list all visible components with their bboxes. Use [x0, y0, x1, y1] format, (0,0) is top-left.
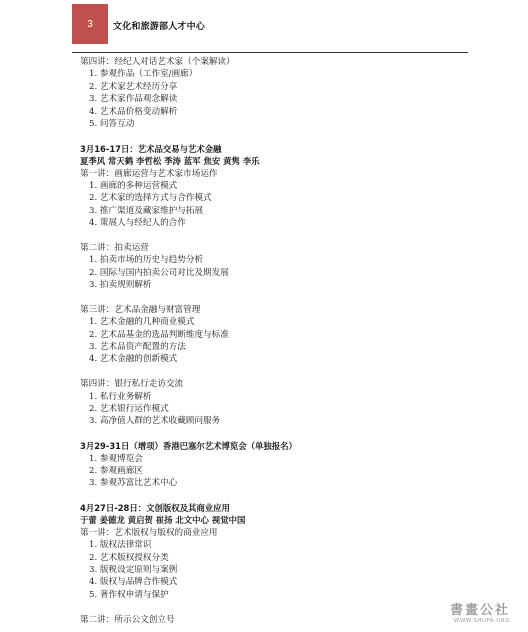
list-item: 3. 艺术品资产配置的方法 — [89, 341, 186, 352]
header-divider — [72, 52, 468, 53]
list-item: 2. 参观画廊区 — [89, 465, 143, 476]
spacer — [80, 291, 480, 303]
list-item: 3. 拍卖规则解析 — [89, 280, 152, 291]
list-item: 4. 策展人与经纪人的合作 — [89, 218, 186, 229]
document-body — [80, 56, 480, 626]
event-heading: 4月27日-28日：文创版权及其商业应用 — [80, 503, 230, 514]
spacer — [80, 130, 480, 142]
list-item: 4. 艺术品价格变动解析 — [89, 106, 178, 117]
list-item: 2. 艺术家艺术经历分享 — [89, 81, 178, 92]
event-heading: 3月29-31日（增项）香港巴塞尔艺术博览会（单独报名） — [80, 441, 297, 452]
lecture-title: 第四讲：经纪人对话艺术家（个案解读） — [80, 57, 235, 67]
list-item: 1. 艺术金融的几种商业模式 — [89, 317, 195, 328]
watermark-url: WWW.SHUFA.ORG — [453, 618, 510, 624]
speaker-list: 于蕾 姜德龙 黄启贺 崔扬 北文中心 视觉中国 — [80, 515, 246, 526]
list-item: 2. 艺术品基金的选品判断维度与标准 — [89, 329, 229, 340]
list-item: 2. 艺术版权授权分类 — [89, 552, 169, 563]
lecture-title: 第二讲：所示公文创立号 — [80, 614, 175, 625]
spacer — [80, 428, 480, 440]
watermark-logo — [450, 599, 510, 624]
list-item: 1. 参观作品（工作室/画廊） — [89, 69, 198, 80]
list-item: 1. 参观博览会 — [89, 453, 143, 464]
list-item: 1. 版权法律常识 — [89, 540, 152, 551]
list-item: 5. 问答互动 — [89, 118, 135, 129]
watermark-text: 書畫公社 — [449, 603, 510, 618]
lecture-title: 第二讲：拍卖运营 — [80, 242, 149, 253]
speaker-list: 夏季风 常天鹤 李哲松 季涛 蓝军 焦安 黄隽 李乐 — [80, 156, 260, 167]
list-item: 3. 推广渠道及藏家维护与拓展 — [89, 205, 204, 216]
lecture-title: 第四讲：银行私行走访交流 — [80, 379, 184, 390]
list-item: 4. 版权与品牌合作模式 — [89, 577, 178, 588]
header-title: 文化和旅游部人才中心 — [113, 22, 206, 32]
list-item: 2. 艺术家的选择方式与合作模式 — [89, 193, 212, 204]
spacer — [80, 601, 480, 613]
lecture-title: 第三讲：艺术品金融与财富管理 — [80, 304, 201, 315]
page-number-badge — [72, 4, 108, 44]
lecture-title: 第一讲：画廊运营与艺术家市场运作 — [80, 168, 218, 179]
list-item: 3. 艺术家作品观念解读 — [89, 94, 178, 105]
spacer — [80, 229, 480, 241]
list-item: 4. 艺术金融的创新模式 — [89, 354, 178, 365]
list-item: 2. 艺术银行运作模式 — [89, 403, 169, 414]
spacer — [80, 490, 480, 502]
list-item: 3. 版税设定原则与案例 — [89, 565, 178, 576]
lecture-title: 第一讲：艺术版权与版权的商业应用 — [80, 527, 218, 538]
list-item: 1. 私行业务解析 — [89, 391, 152, 402]
list-item: 2. 国际与国内拍卖公司对比及期发展 — [89, 267, 229, 278]
list-item: 3. 参观苏富比艺术中心 — [89, 478, 178, 489]
event-heading: 3月16-17日：艺术品交易与艺术金融 — [80, 143, 222, 154]
spacer — [80, 366, 480, 378]
page-number: 3 — [87, 18, 93, 30]
list-item: 1. 画廊的多种运营模式 — [89, 180, 178, 191]
list-item: 5. 著作权申请与保护 — [89, 589, 169, 600]
list-item: 1. 拍卖市场的历史与趋势分析 — [89, 255, 204, 266]
list-item: 3. 高净值人群的艺术收藏顾问服务 — [89, 416, 221, 427]
